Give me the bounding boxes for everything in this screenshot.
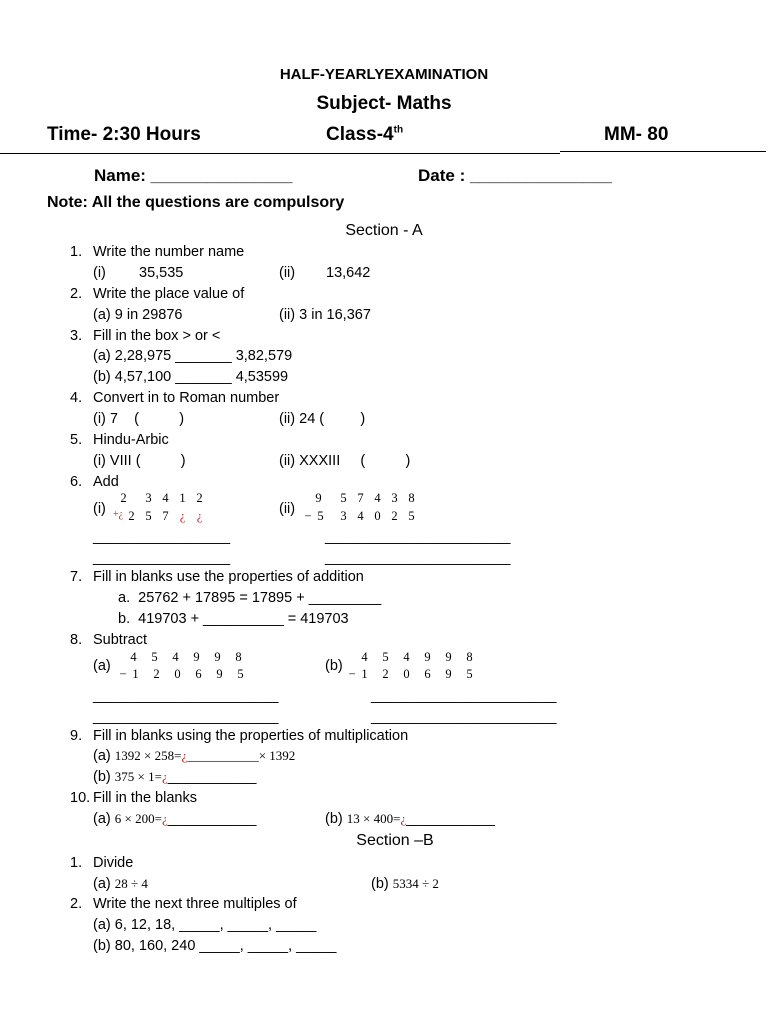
q9-b-expr: 375 × 1=	[114, 769, 162, 784]
digit: 4	[162, 491, 169, 505]
q8-a-bottom-row	[119, 667, 249, 682]
q2-text: Write the place value of	[93, 286, 245, 302]
digit: 3	[391, 491, 398, 505]
digit: 4	[130, 650, 137, 664]
max-marks: MM- 80	[604, 124, 669, 145]
digit: 8	[235, 650, 242, 664]
q10-a-expr: 6 × 200=	[114, 811, 162, 826]
b-q2-number: 2.	[70, 896, 83, 912]
q8-a-blank-1[interactable]: _______________________	[93, 688, 279, 704]
digit: 2	[128, 509, 135, 523]
b-q1-b-expr: 5334 ÷ 2	[392, 876, 439, 891]
q1-text: Write the number name	[93, 244, 245, 260]
q10-b-q: ¿	[400, 811, 407, 826]
q8-b-blank-1[interactable]: _______________________	[371, 688, 557, 704]
digit: 5	[466, 667, 473, 681]
digit: 0	[403, 667, 410, 681]
q7-b: b. 419703 + __________ = 419703	[118, 611, 349, 627]
operator: −	[348, 667, 356, 681]
operator: −	[304, 509, 312, 523]
q9-a-q: ¿	[181, 748, 188, 763]
digit: 3	[340, 509, 347, 523]
class-label	[326, 124, 403, 146]
q10-number: 10.	[70, 790, 91, 806]
q5-number: 5.	[70, 432, 83, 448]
digit: 7	[162, 509, 169, 523]
header-rule-left	[0, 153, 560, 154]
digit: 5	[408, 509, 415, 523]
b-q1-a	[93, 876, 148, 892]
b-q2-a[interactable]: (a) 6, 12, 18, _____, _____, _____	[93, 917, 317, 933]
digit: 7	[357, 491, 364, 505]
q6-a-blank-2[interactable]: _________________	[93, 550, 231, 566]
q6-a-top-row	[115, 491, 208, 506]
q8-b-bottom-row	[348, 667, 478, 682]
digit: 5	[317, 509, 324, 523]
q6-a-label: (i)	[93, 501, 106, 517]
q6-text: Add	[93, 474, 119, 490]
b-q1-text: Divide	[93, 855, 134, 871]
q10-a	[93, 811, 256, 827]
q9-b	[93, 769, 256, 785]
q6-b-bottom-row	[304, 509, 420, 524]
q4-text: Convert in to Roman number	[93, 390, 280, 406]
q6-b-label: (ii)	[279, 501, 296, 517]
q7-a: a. 25762 + 17895 = 17895 + _________	[118, 590, 382, 606]
digit: 2	[120, 491, 127, 505]
b-q1-b	[371, 876, 439, 892]
class-sup: th	[393, 124, 404, 136]
q8-a-label: (a)	[93, 658, 111, 674]
q8-text: Subtract	[93, 632, 147, 648]
exam-title: HALF-YEARLYEXAMINATION	[279, 66, 489, 83]
exam-time: Time- 2:30 Hours	[47, 124, 201, 145]
subject-title: Subject- Maths	[316, 93, 452, 114]
q8-a-top-row	[119, 650, 247, 665]
digit: 5	[145, 509, 152, 523]
q3-b: (b) 4,57,100 _______ 4,53599	[93, 369, 289, 385]
q6-b-top-row	[304, 491, 420, 506]
q9-text: Fill in blanks using the properties of multiplication	[93, 728, 409, 744]
digit: 6	[424, 667, 431, 681]
digit: 2	[382, 667, 389, 681]
digit: ¿	[179, 509, 186, 523]
note-text: Note: All the questions are compulsory	[47, 194, 345, 211]
q8-b-top-row	[348, 650, 478, 665]
digit: 1	[361, 667, 368, 681]
digit: 9	[445, 650, 452, 664]
q9-b-label: (b)	[93, 769, 111, 785]
q9-b-q: ¿	[161, 769, 168, 784]
q5-text: Hindu-Arbic	[93, 432, 169, 448]
q2-b: (ii) 3 in 16,367	[279, 307, 371, 323]
q1-number: 1.	[70, 244, 83, 260]
digit: 5	[340, 491, 347, 505]
q7-number: 7.	[70, 569, 83, 585]
q8-b-label: (b)	[325, 658, 343, 674]
q1-b-value: 13,642	[326, 265, 371, 281]
digit: 4	[361, 650, 368, 664]
q10-b-rest[interactable]: ___________	[406, 811, 495, 827]
digit: 9	[193, 650, 200, 664]
q10-text: Fill in the blanks	[93, 790, 197, 806]
digit: 0	[374, 509, 381, 523]
q4-a: (i) 7 ( )	[93, 411, 185, 427]
section-b-title: Section –B	[356, 832, 434, 849]
q10-a-q: ¿	[161, 811, 168, 826]
b-q2-b[interactable]: (b) 80, 160, 240 _____, _____, _____	[93, 938, 337, 954]
q9-b-rest[interactable]: ___________	[167, 769, 257, 785]
b-q2-text: Write the next three multiples of	[93, 896, 297, 912]
q6-b-blank-2[interactable]: _______________________	[325, 550, 511, 566]
digit: 4	[374, 491, 381, 505]
digit: 4	[403, 650, 410, 664]
q6-a-bottom-row	[113, 509, 208, 524]
digit: 5	[382, 650, 389, 664]
digit: 8	[408, 491, 415, 505]
q8-a-blank-2[interactable]: _______________________	[93, 709, 279, 725]
q6-number: 6.	[70, 474, 83, 490]
q4-number: 4.	[70, 390, 83, 406]
q3-text: Fill in the box > or <	[93, 328, 221, 344]
date-field[interactable]: Date : _______________	[418, 166, 612, 185]
operator: +¿	[113, 509, 124, 520]
b-q1-a-expr: 28 ÷ 4	[114, 876, 148, 891]
digit: 3	[145, 491, 152, 505]
q3-a: (a) 2,28,975 _______ 3,82,579	[93, 348, 293, 364]
b-q1-number: 1.	[70, 855, 83, 871]
name-field[interactable]: Name: _______________	[94, 166, 293, 185]
digit: 9	[445, 667, 452, 681]
digit: 9	[216, 667, 223, 681]
digit: 9	[424, 650, 431, 664]
digit: 8	[466, 650, 473, 664]
q1-a-value: 35,535	[139, 265, 184, 281]
header-rule-right	[560, 151, 766, 152]
q9-a	[93, 748, 295, 764]
digit: 4	[172, 650, 179, 664]
q9-a-label: (a)	[93, 748, 111, 764]
q5-b: (ii) XXXIII ( )	[279, 453, 411, 469]
q6-b-blank-1[interactable]: _______________________	[325, 529, 511, 545]
q7-text: Fill in blanks use the properties of addition	[93, 569, 364, 585]
q8-number: 8.	[70, 632, 83, 648]
digit: 0	[174, 667, 181, 681]
digit: ¿	[196, 509, 203, 523]
b-q1-a-label: (a)	[93, 876, 111, 892]
q6-a-blank-1[interactable]: _________________	[93, 529, 231, 545]
q10-b	[325, 811, 495, 827]
class-text: Class-4	[326, 124, 394, 145]
digit: 6	[195, 667, 202, 681]
q3-number: 3.	[70, 328, 83, 344]
section-a-title: Section - A	[345, 222, 423, 239]
q10-b-expr: 13 × 400=	[346, 811, 401, 826]
q2-a: (a) 9 in 29876	[93, 307, 183, 323]
digit: 2	[196, 491, 203, 505]
q2-number: 2.	[70, 286, 83, 302]
digit: 2	[153, 667, 160, 681]
digit: 5	[237, 667, 244, 681]
digit: 1	[132, 667, 139, 681]
digit: 4	[357, 509, 364, 523]
q10-a-label: (a)	[93, 811, 111, 827]
q9-a-rest[interactable]: ___________× 1392	[187, 748, 296, 763]
digit: 1	[179, 491, 186, 505]
operator: −	[119, 667, 127, 681]
q9-a-expr: 1392 × 258=	[114, 748, 182, 763]
digit: 9	[315, 491, 322, 505]
digit: 5	[151, 650, 158, 664]
q8-b-blank-2[interactable]: _______________________	[371, 709, 557, 725]
q5-a: (i) VIII ( )	[93, 453, 186, 469]
q4-b: (ii) 24 ( )	[279, 411, 366, 427]
q10-b-label: (b)	[325, 811, 343, 827]
digit: 2	[391, 509, 398, 523]
q10-a-rest[interactable]: ___________	[167, 811, 257, 827]
q9-number: 9.	[70, 728, 83, 744]
q1-a-label: (i)	[93, 265, 106, 281]
digit: 9	[214, 650, 221, 664]
q1-b-label: (ii)	[279, 265, 296, 281]
b-q1-b-label: (b)	[371, 876, 389, 892]
